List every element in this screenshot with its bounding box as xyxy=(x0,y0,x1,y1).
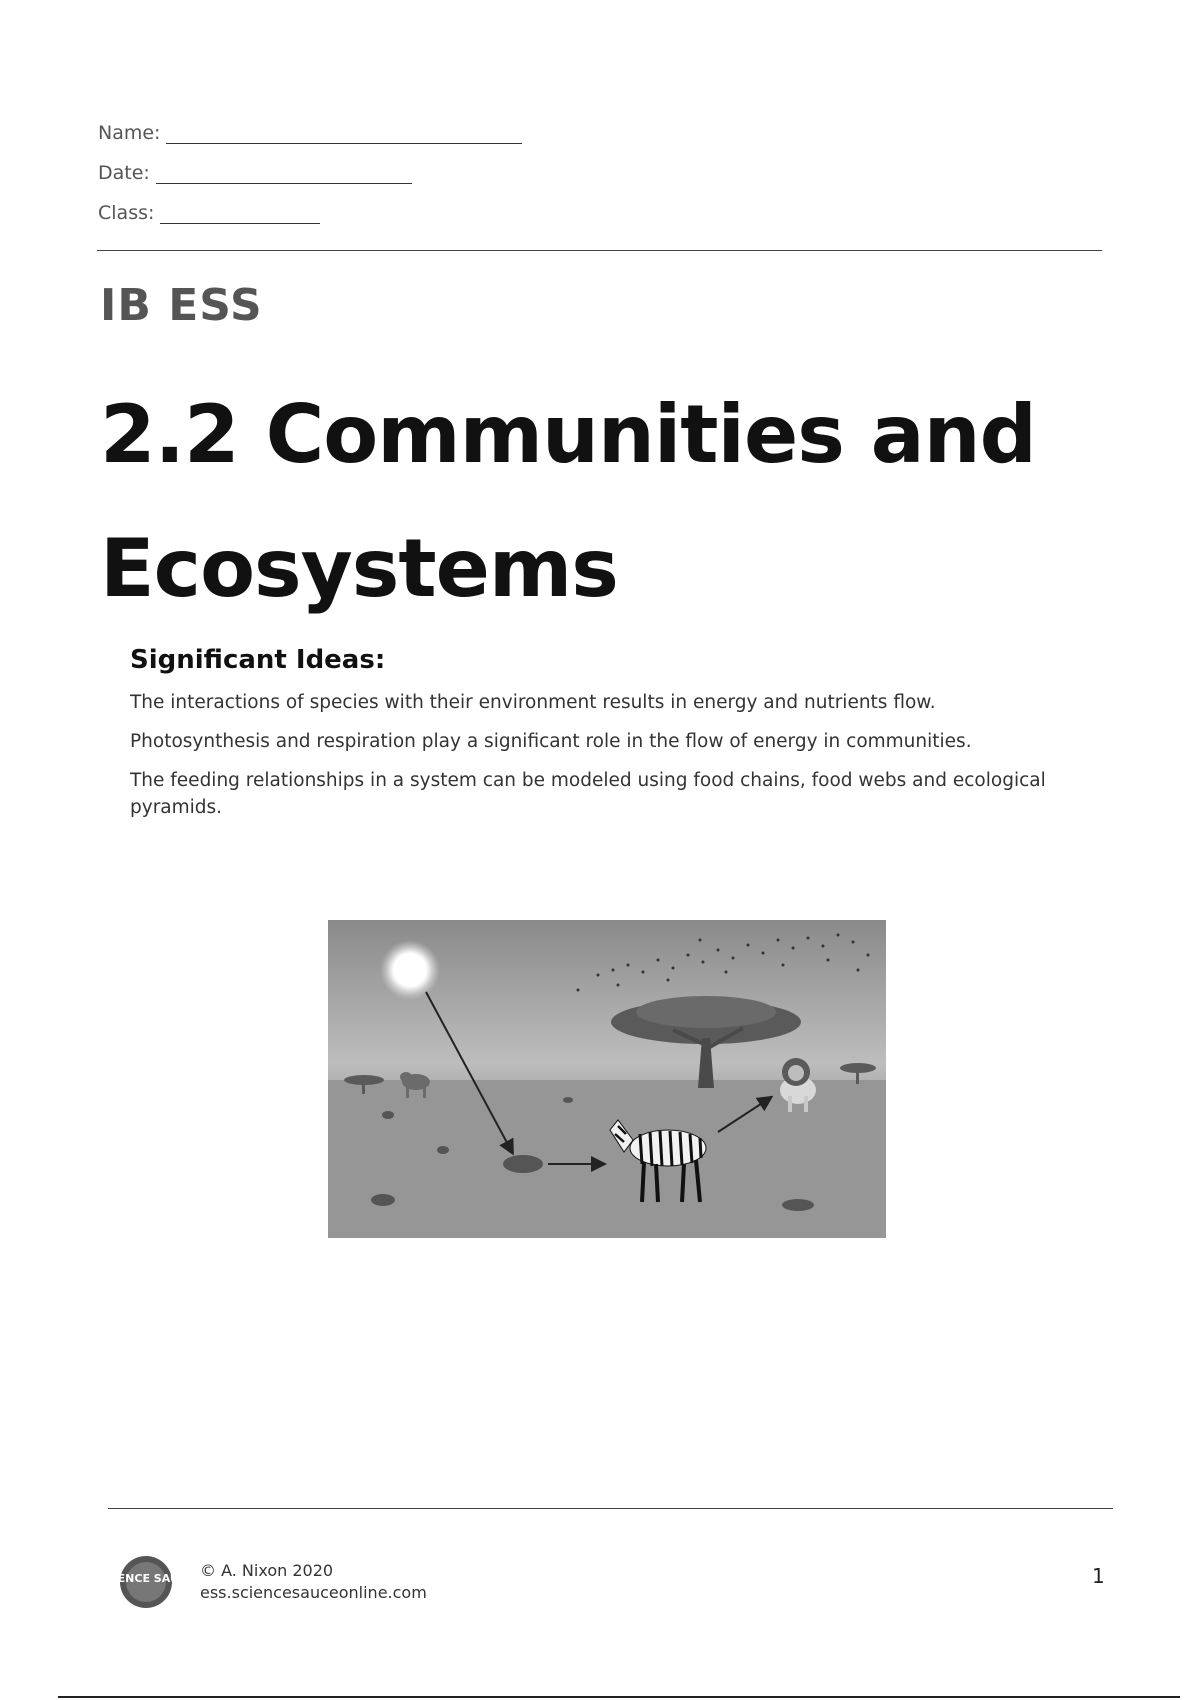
name-line[interactable] xyxy=(166,125,522,144)
date-label: Date: xyxy=(98,162,150,184)
idea-item: The feeding relationships in a system can be modeled using food chains, food webs and ecological pyramids. xyxy=(130,770,1046,818)
significant-ideas-heading: Significant Ideas: xyxy=(130,645,386,675)
website-text[interactable]: ess.sciencesauceonline.com xyxy=(200,1583,427,1602)
header-divider xyxy=(97,250,1102,251)
footer-divider xyxy=(108,1508,1113,1509)
sun-core xyxy=(393,953,427,987)
logo-text: SCIENCE SAUCE xyxy=(97,1572,195,1585)
class-label: Class: xyxy=(98,202,155,224)
copyright-text: © A. Nixon 2020 xyxy=(200,1561,334,1580)
date-field[interactable] xyxy=(98,144,522,184)
idea-item: Photosynthesis and respiration play a significant role in the flow of energy in communities. xyxy=(130,731,972,752)
scene-ground xyxy=(328,1080,886,1238)
savanna-food-chain-illustration xyxy=(328,920,886,1238)
page-number: 1 xyxy=(1092,1564,1105,1588)
page-title-line-2: Ecosystems xyxy=(100,522,618,615)
name-field[interactable] xyxy=(98,104,522,144)
idea-item: The interactions of species with their environment results in energy and nutrients flow. xyxy=(130,692,936,713)
footer-credits xyxy=(200,1560,427,1604)
student-info-fields xyxy=(98,104,522,224)
class-field[interactable] xyxy=(98,184,522,224)
class-line[interactable] xyxy=(160,205,320,224)
name-label: Name: xyxy=(98,122,161,144)
science-sauce-logo-icon xyxy=(97,1554,195,1610)
page-title-line-1: 2.2 Communities and xyxy=(100,388,1036,481)
page-title xyxy=(100,368,1100,636)
date-line[interactable] xyxy=(156,165,412,184)
significant-ideas xyxy=(130,645,1060,833)
page-edge-line xyxy=(58,1696,1180,1698)
subject-heading: IB ESS xyxy=(100,280,263,331)
